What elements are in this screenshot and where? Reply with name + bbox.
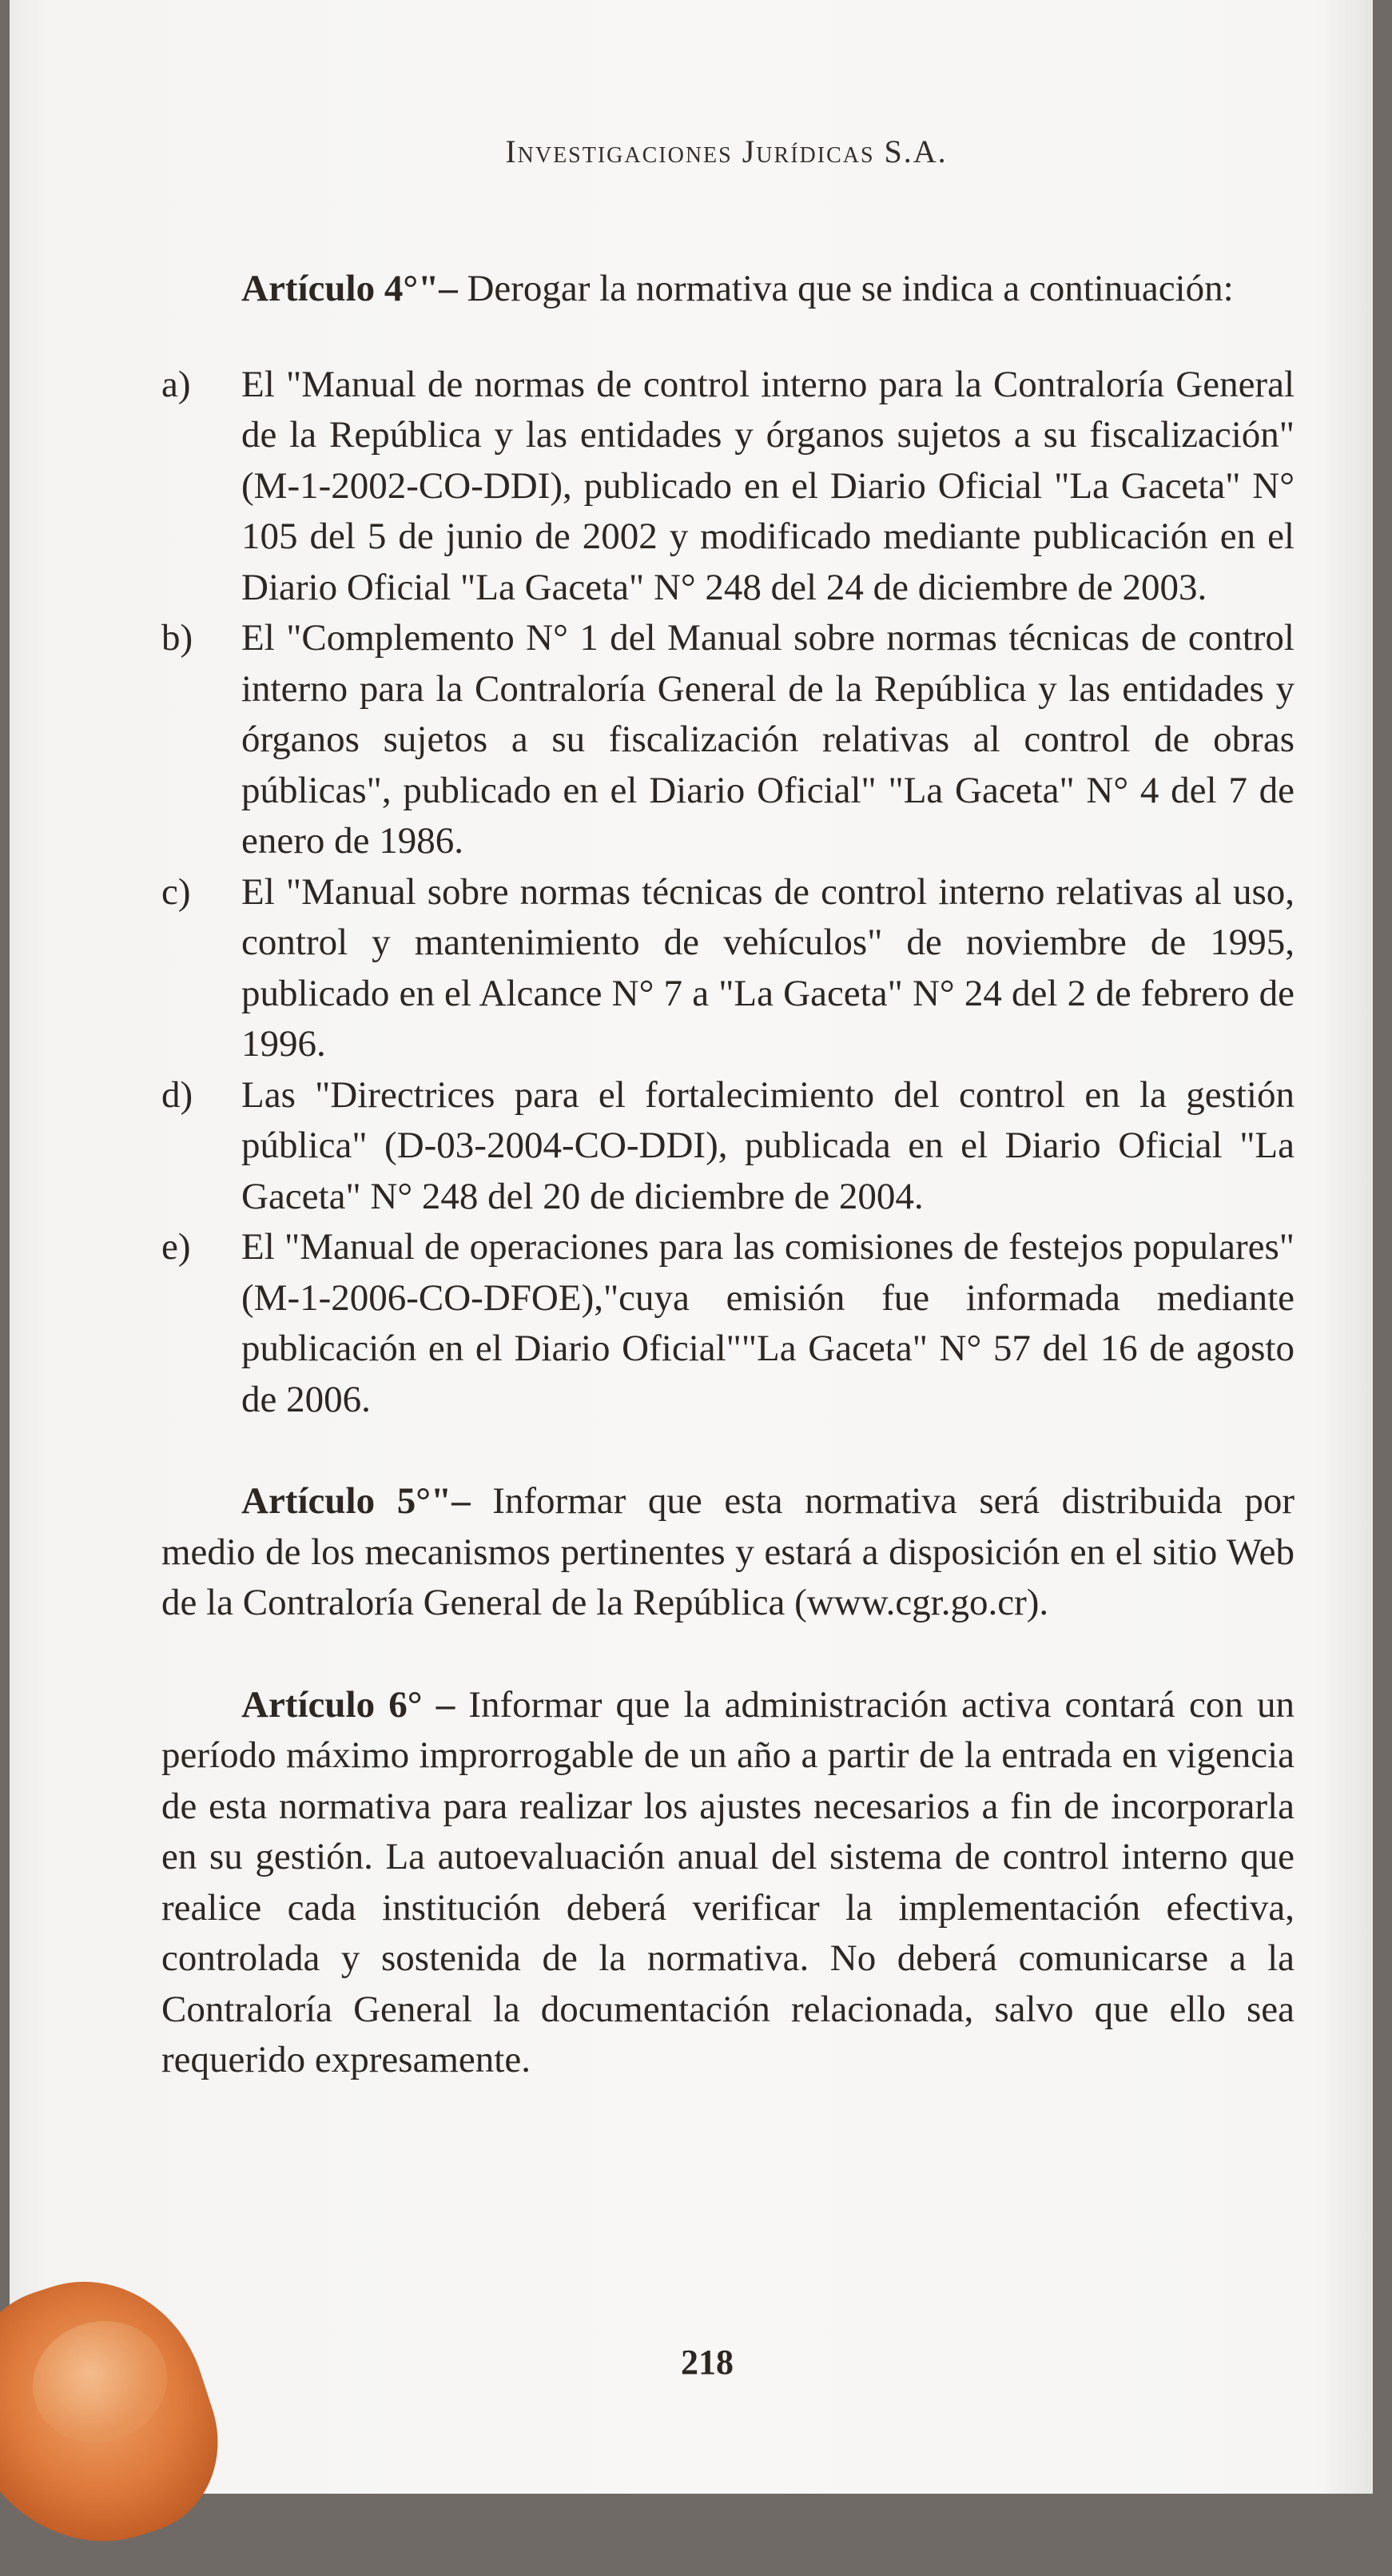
article-5-text: Informar que esta normativa será distribuida por medio de los mecanismos pertinentes y estará a disposición en el sitio Web de la Contraloría General de la República (www.cgr.go.cr). xyxy=(161,1480,1295,1623)
list-item-text: Las "Directrices para el fortalecimiento del control en la gestión pública" (D-03-2004-CO-DDI), publicada en el Diario Oficial "La Gaceta" N° 248 del 20 de diciembre de 2004. xyxy=(241,1073,1295,1217)
list-item xyxy=(161,1222,1295,1425)
article-6-text: Informar que la administración activa contará con un período máximo improrrogable de un año a partir de la entrada en vigencia de esta normativa para realizar los ajustes necesarios a fin de incorporarla en su gestión. La autoevaluación anual del sistema de control interno que realice cada institución deberá verificar la implementación efectiva, controlada y sostenida de la normativa. No deberá comunicarse a la Contraloría General la documentación relacionada, salvo que ello sea requerido expresamente. xyxy=(161,1683,1295,2080)
article-5-label: Artículo 5°"– xyxy=(241,1480,471,1522)
list-item xyxy=(161,360,1295,614)
list-item xyxy=(161,867,1295,1070)
list-marker: d) xyxy=(161,1073,193,1116)
list-marker: b) xyxy=(161,617,193,659)
list-item xyxy=(161,1070,1295,1223)
article-4-label: Artículo 4°"– xyxy=(241,268,458,309)
article-4-text: Derogar la normativa que se indica a continuación: xyxy=(457,268,1234,309)
list-marker: e) xyxy=(161,1226,191,1268)
book-page xyxy=(10,0,1373,2494)
article-4-paragraph xyxy=(161,264,1295,315)
article-5-paragraph xyxy=(161,1476,1295,1629)
paragraph-spacer xyxy=(161,1425,1295,1476)
derogated-norms-list xyxy=(161,360,1295,1426)
page-body xyxy=(161,264,1295,2086)
running-head: Investigaciones Jurídicas S.A. xyxy=(505,133,948,169)
article-6-paragraph xyxy=(161,1680,1295,2086)
list-item-text: El "Complemento N° 1 del Manual sobre normas técnicas de control interno para la Contraloría General de la República y las entidades y órganos sujetos a su fiscalización relativas al control de obras públicas", publicado en el Diario Oficial" "La Gaceta" N° 4 del 7 de enero de 1986. xyxy=(241,617,1295,862)
list-item-text: El "Manual de normas de control interno para la Contraloría General de la República y las entidades y órganos sujetos a su fiscalización" (M-1-2002-CO-DDI), publicado en el Diario Oficial "La Gaceta" N° 105 del 5 de junio de 2002 y modificado mediante publicación en el Diario Oficial "La Gaceta" N° 248 del 24 de diciembre de 2003. xyxy=(241,363,1295,608)
page-edge-shadow xyxy=(1384,0,1392,18)
list-item xyxy=(161,613,1295,867)
article-6-label: Artículo 6° – xyxy=(241,1683,455,1726)
page-number: 218 xyxy=(681,2343,734,2382)
list-marker: a) xyxy=(161,363,191,405)
list-item-text: El "Manual sobre normas técnicas de control interno relativas al uso, control y mantenimiento de vehículos" de noviembre de 1995, publicado en el Alcance N° 7 a "La Gaceta" N° 24 del 2 de febrero de 1996. xyxy=(241,870,1295,1065)
list-item-text: El "Manual de operaciones para las comisiones de festejos populares" (M-1-2006-CO-DFOE),"cuya emisión fue informada mediante publicación en el Diario Oficial""La Gaceta" N° 57 del 16 de agosto de 2006. xyxy=(241,1226,1295,1420)
list-marker: c) xyxy=(161,870,191,913)
paragraph-spacer xyxy=(161,1629,1295,1680)
